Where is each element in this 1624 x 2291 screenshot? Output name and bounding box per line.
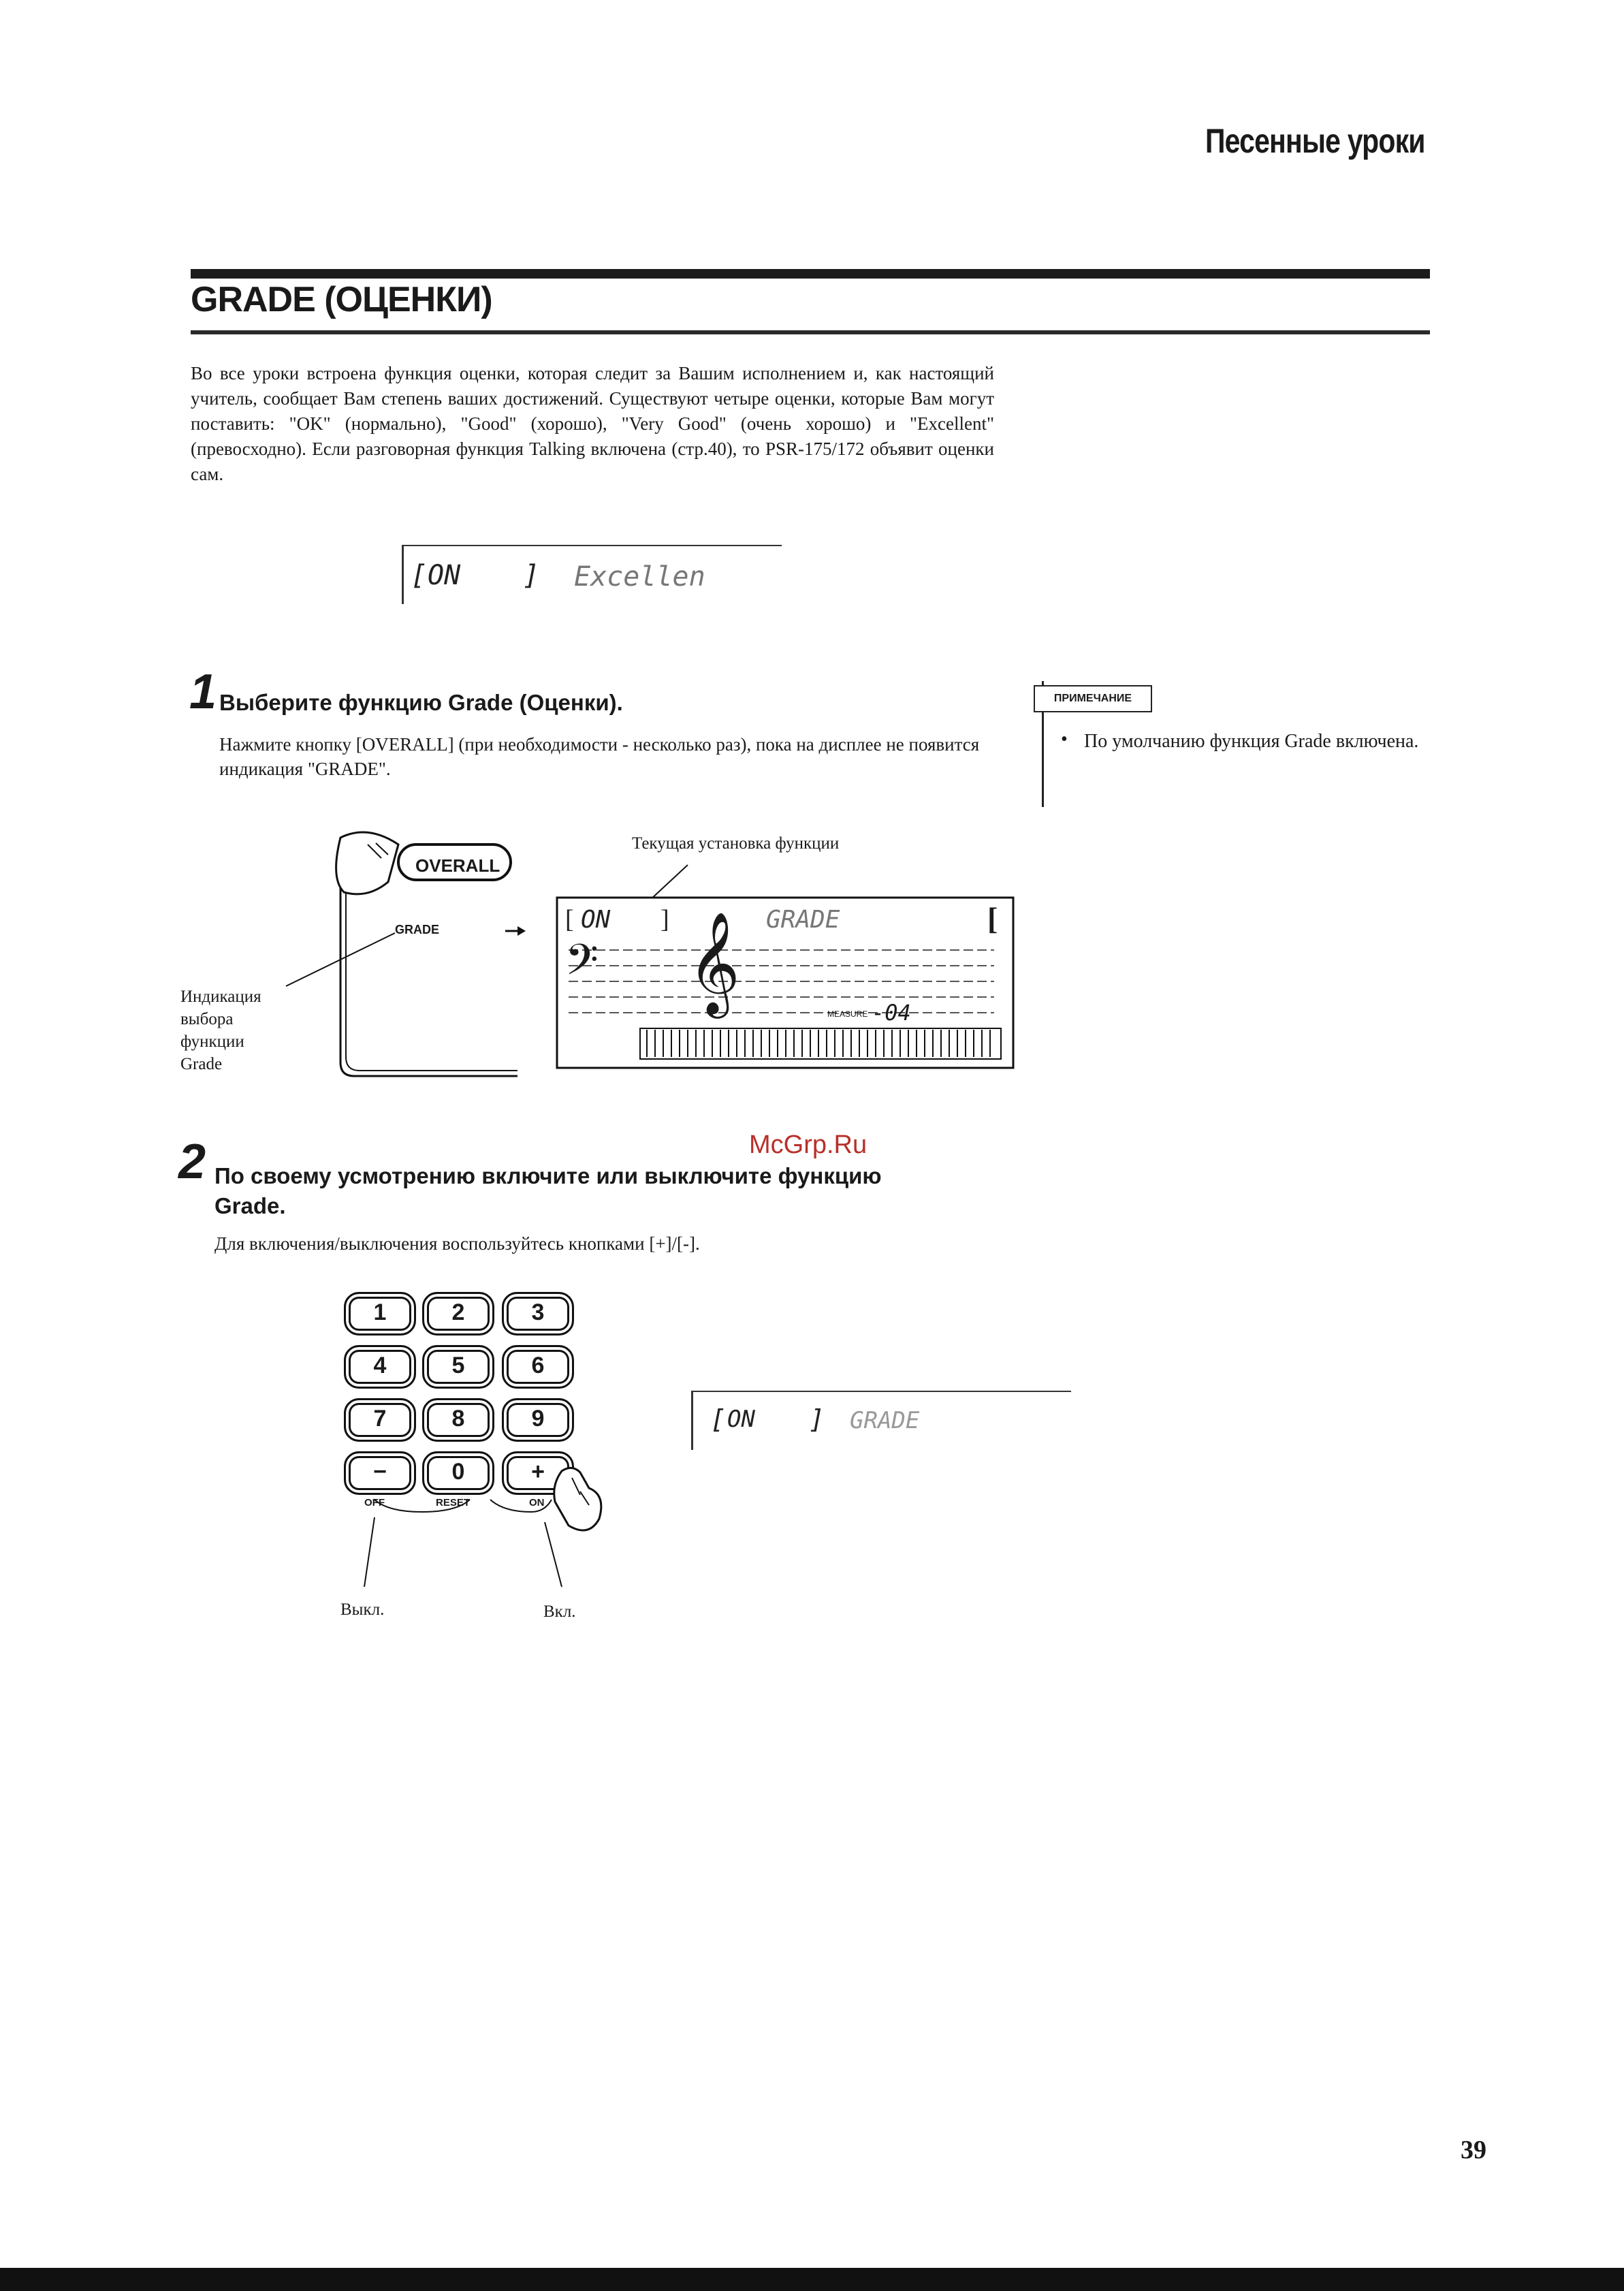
- figure-lcd-grade: GRADE: [766, 906, 840, 934]
- on-label: ON: [529, 1497, 545, 1508]
- key-1-label: 1: [373, 1299, 387, 1325]
- key-0-label: 0: [451, 1459, 465, 1485]
- key-6-label: 6: [531, 1353, 545, 1378]
- key-5-label: 5: [451, 1353, 465, 1378]
- overall-button-label[interactable]: OVERALL: [415, 855, 500, 876]
- key-1-button[interactable]: [344, 1292, 416, 1336]
- key-7-button[interactable]: [344, 1398, 416, 1442]
- note-text: По умолчанию функция Grade включена.: [1084, 731, 1419, 752]
- bracket-close-glyph: ]: [660, 905, 669, 934]
- bracket-open-glyph: [: [565, 905, 574, 934]
- caption-on: Вкл.: [543, 1602, 576, 1621]
- lcd-bracket-close: ]: [523, 560, 540, 591]
- lcd-grade-text: Excellen: [574, 561, 705, 592]
- measure-label: MEASURE: [827, 1009, 868, 1019]
- step-2-title: По своему усмотрению включите или выключите функцию Grade.: [214, 1163, 882, 1218]
- page-number: 39: [1461, 2136, 1486, 2164]
- key-3-button[interactable]: [502, 1292, 574, 1336]
- callout-grade-indicator: Индикация выбора функции Grade: [180, 988, 261, 1073]
- lcd2-grade-text: GRADE: [850, 1407, 920, 1434]
- lcd-display-excellent: [402, 545, 782, 604]
- step-1-number: 1: [189, 665, 217, 719]
- lcd2-on-value: ON: [727, 1406, 755, 1433]
- key-9-button[interactable]: [502, 1398, 574, 1442]
- key-4-button[interactable]: [344, 1345, 416, 1389]
- key-9-label: 9: [531, 1406, 545, 1432]
- key-6-button[interactable]: [502, 1345, 574, 1389]
- key-8-label: 8: [451, 1406, 465, 1432]
- key-7-label: 7: [373, 1406, 387, 1432]
- step-1-text: Нажмите кнопку [OVERALL] (при необходимости - несколько раз), пока на дисплее не появится индикация "GRADE".: [219, 734, 980, 779]
- bottom-bar: [0, 2268, 1624, 2291]
- intro-paragraph: Во все уроки встроена функция оценки, которая следит за Вашим исполнением и, как настоящий учитель, сообщает Вам степень ваших достижений. Существуют четыре оценки, которые Вам могут поставить: "OK" (нормально), "Good" (хорошо), "Very Good" (очень хорошо) и "Excellent" (превосходно). Если разговорная функция Talking включена (стр.40), то PSR-175/172 объявит оценки сам.: [191, 363, 994, 484]
- key-2-label: 2: [451, 1299, 465, 1325]
- lcd-on-value: ON: [428, 560, 461, 591]
- callout-current-setting: Текущая установка функции: [632, 834, 840, 853]
- title-rule-bottom: [191, 330, 1430, 334]
- step-1-title: Выберите функцию Grade (Оценки).: [219, 690, 623, 715]
- key-2-button[interactable]: [422, 1292, 494, 1336]
- title-rule-top: [191, 269, 1430, 279]
- caption-off: Выкл.: [340, 1600, 385, 1619]
- section-header-title: Песенные уроки: [1205, 122, 1425, 160]
- watermark: McGrp.Ru: [749, 1131, 867, 1159]
- section-title: GRADE (ОЦЕНКИ): [191, 280, 492, 319]
- step-2-text: Для включения/выключения воспользуйтесь кнопками [+]/[-].: [214, 1233, 700, 1254]
- grade-indicator-label: GRADE: [395, 923, 440, 936]
- bass-clef-icon: 𝄢: [565, 937, 599, 994]
- lcd-bracket-open: [: [411, 560, 428, 591]
- key-5-button[interactable]: [422, 1345, 494, 1389]
- key-3-label: 3: [531, 1299, 545, 1325]
- reset-label: RESET: [436, 1497, 471, 1508]
- minus-label: −: [373, 1459, 387, 1485]
- lcd2-bracket-open: [: [710, 1404, 726, 1434]
- keypad-callout-lines: [327, 1457, 640, 1607]
- lcd-display-grade: [691, 1391, 1071, 1450]
- treble-clef-icon: 𝄞: [688, 915, 740, 1013]
- step-2-number: 2: [178, 1135, 206, 1189]
- figure-lcd-on: ON: [581, 906, 611, 934]
- lcd2-bracket-close: ]: [809, 1404, 825, 1434]
- key-8-button[interactable]: [422, 1398, 494, 1442]
- plus-label: +: [531, 1459, 545, 1485]
- measure-value: -04: [872, 1000, 911, 1026]
- edge-bracket-glyph: [: [987, 901, 998, 936]
- note-label: ПРИМЕЧАНИЕ: [1034, 685, 1152, 712]
- off-label: OFF: [364, 1497, 385, 1508]
- key-4-label: 4: [373, 1353, 387, 1378]
- note-bullet: •: [1061, 729, 1068, 750]
